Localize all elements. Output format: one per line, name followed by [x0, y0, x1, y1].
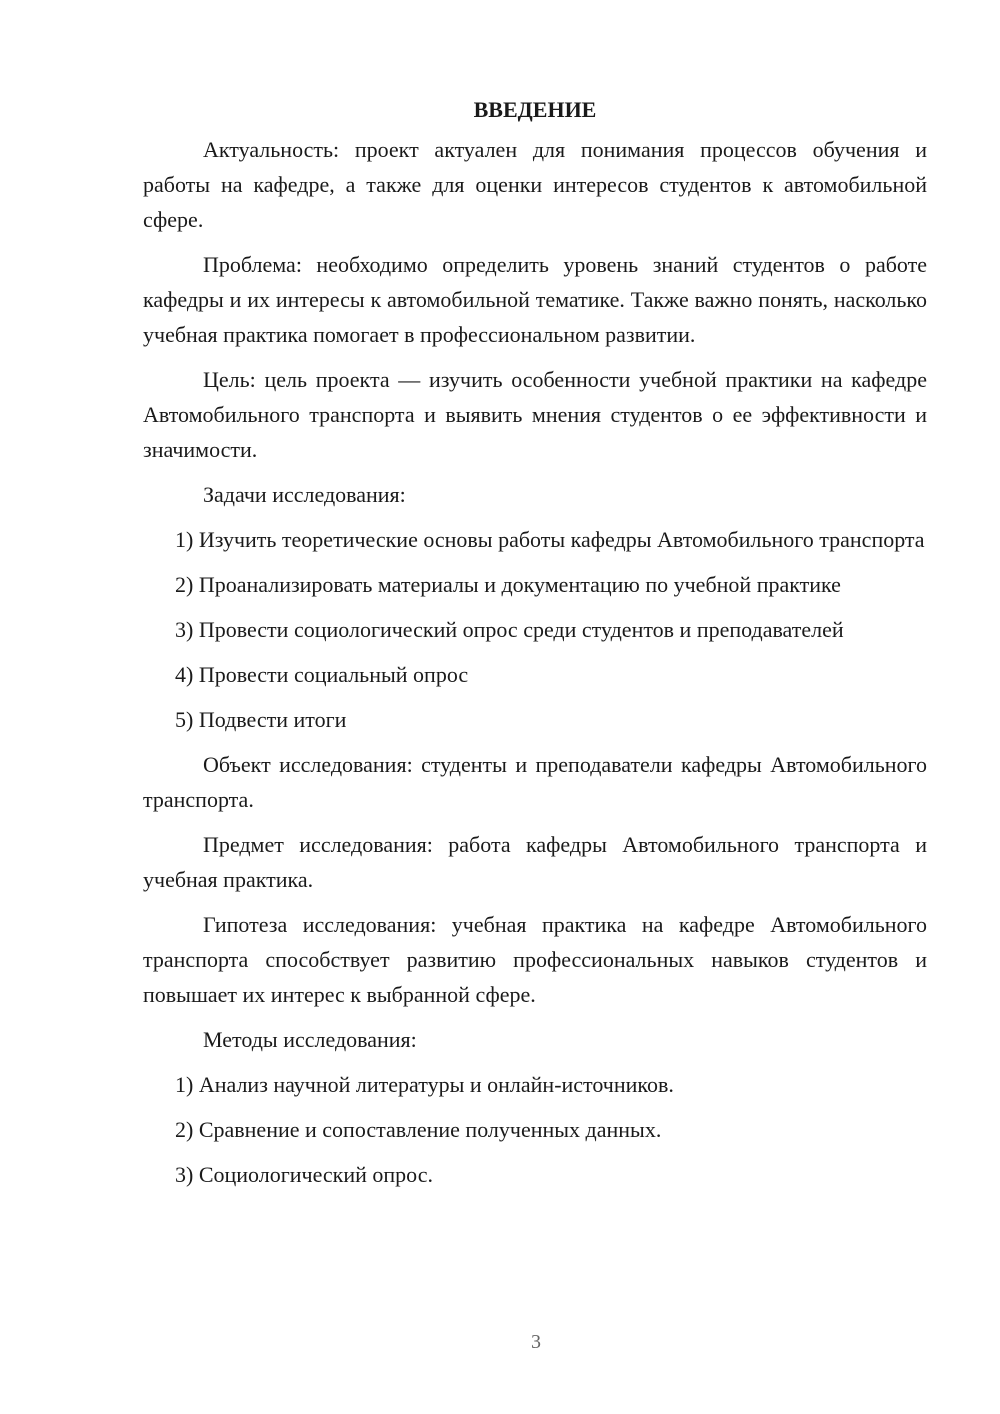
task-item: 4) Провести социальный опрос	[175, 662, 469, 687]
relevance-paragraph: Актуальность: проект актуален для понимания процессов обучения и работы на кафедре, а также для оценки интересов студентов к автомобильной сфере.	[143, 137, 927, 232]
goal-paragraph: Цель: цель проекта — изучить особенности учебной практики на кафедре Автомобильного транспорта и выявить мнения студентов о ее эффективности и значимости.	[143, 367, 927, 462]
tasks-heading: Задачи исследования:	[203, 482, 406, 507]
document-page	[143, 92, 927, 1202]
task-item: 5) Подвести итоги	[175, 707, 347, 732]
task-item: 2) Проанализировать материалы и документацию по учебной практике	[175, 572, 841, 597]
page-number: 3	[531, 1331, 541, 1353]
subject-paragraph: Предмет исследования: работа кафедры Автомобильного транспорта и учебная практика.	[143, 832, 927, 892]
hypothesis-paragraph: Гипотеза исследования: учебная практика на кафедре Автомобильного транспорта способствует развитию профессиональных навыков студентов и повышает их интерес к выбранной сфере.	[143, 912, 927, 1007]
task-item: 3) Провести социологический опрос среди студентов и преподавателей	[175, 617, 844, 642]
page-title: ВВЕДЕНИЕ	[473, 97, 597, 122]
problem-paragraph: Проблема: необходимо определить уровень знаний студентов о работе кафедры и их интересы к автомобильной тематике. Также важно понять, насколько учебная практика помогает в профессиональном развитии.	[143, 252, 927, 347]
method-item: 2) Сравнение и сопоставление полученных данных.	[175, 1117, 662, 1142]
methods-heading: Методы исследования:	[203, 1027, 417, 1052]
task-item: 1) Изучить теоретические основы работы кафедры Автомобильного транспорта	[175, 527, 925, 552]
method-item: 3) Социологический опрос.	[175, 1162, 433, 1187]
method-item: 1) Анализ научной литературы и онлайн-источников.	[175, 1072, 674, 1097]
object-paragraph: Объект исследования: студенты и преподаватели кафедры Автомобильного транспорта.	[143, 752, 927, 812]
